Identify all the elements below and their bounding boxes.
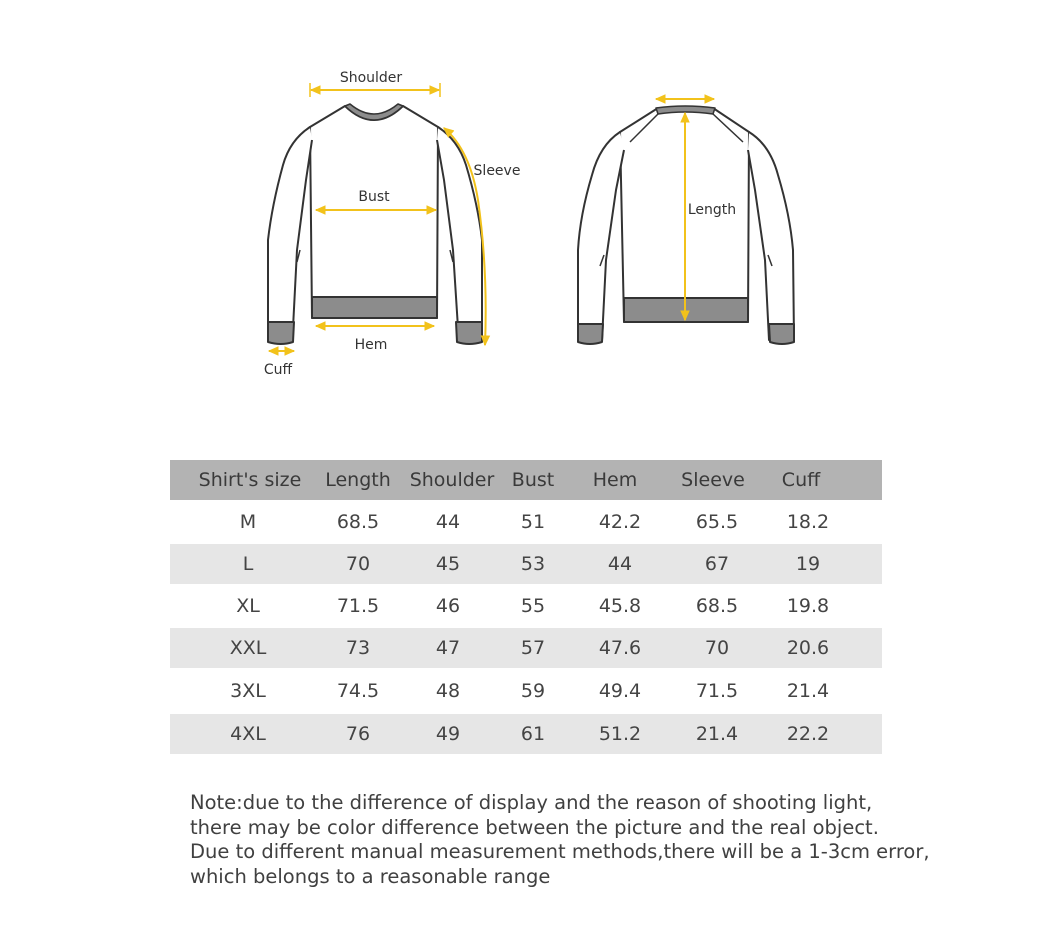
cell-shoulder: 49 (435, 723, 461, 745)
note-line: Due to different manual measurement methods,there will be a 1-3cm error, (190, 840, 930, 863)
cell-length: 73 (345, 637, 371, 659)
cell-cuff: 18.2 (786, 511, 830, 533)
bust-label: Bust (358, 189, 390, 205)
cell-cuff: 22.2 (786, 723, 830, 745)
cell-length: 76 (345, 723, 371, 745)
size-chart-table (170, 460, 882, 754)
cell-hem: 42.2 (598, 511, 642, 533)
cell-length: 70 (345, 553, 371, 575)
cell-sleeve: 70 (704, 637, 730, 659)
cell-size: L (242, 553, 254, 575)
table-row (170, 628, 882, 668)
cell-bust: 59 (520, 680, 546, 702)
size-diagrams (0, 0, 1050, 400)
cell-sleeve: 65.5 (695, 511, 739, 533)
cell-bust: 53 (520, 553, 546, 575)
front-sweatshirt-illustration (268, 104, 482, 344)
header-sleeve: Sleeve (681, 469, 745, 491)
cell-hem: 47.6 (598, 637, 642, 659)
cell-hem: 45.8 (598, 595, 642, 617)
cell-hem: 49.4 (598, 680, 642, 702)
cell-size: 3XL (230, 680, 266, 702)
cell-size: M (239, 511, 257, 533)
cell-bust: 51 (520, 511, 546, 533)
cell-size: XXL (229, 637, 267, 659)
cell-sleeve: 71.5 (695, 680, 739, 702)
cell-cuff: 19 (795, 553, 821, 575)
header-shoulder: Shoulder (409, 469, 495, 491)
header-shirt-size: Shirt's size (198, 469, 302, 491)
disclaimer-note (190, 791, 950, 889)
cell-cuff: 21.4 (786, 680, 830, 702)
table-row (170, 714, 882, 754)
table-header-row (170, 460, 882, 500)
cell-sleeve: 67 (704, 553, 730, 575)
sleeve-label: Sleeve (473, 163, 521, 179)
table-row (170, 584, 882, 628)
note-line: which belongs to a reasonable range (190, 864, 551, 888)
cell-length: 68.5 (336, 511, 380, 533)
cell-sleeve: 68.5 (695, 595, 739, 617)
header-hem: Hem (592, 469, 638, 491)
header-bust: Bust (511, 469, 555, 491)
cell-hem: 51.2 (598, 723, 642, 745)
cell-shoulder: 47 (435, 637, 461, 659)
header-length: Length (325, 469, 391, 491)
cell-cuff: 20.6 (786, 637, 830, 659)
cell-bust: 57 (520, 637, 546, 659)
cell-shoulder: 45 (435, 553, 461, 575)
cell-bust: 61 (520, 723, 546, 745)
cell-length: 71.5 (336, 595, 380, 617)
cell-cuff: 19.8 (786, 595, 830, 617)
note-line: there may be color difference between the picture and the real object. (190, 815, 879, 839)
shoulder-label: Shoulder (339, 70, 403, 86)
cell-length: 74.5 (336, 680, 380, 702)
header-cuff: Cuff (781, 469, 821, 491)
table-row (170, 668, 882, 714)
cell-size: XL (236, 595, 260, 617)
cell-shoulder: 46 (435, 595, 461, 617)
cell-shoulder: 44 (435, 511, 461, 533)
note-line: Note:due to the difference of display and the reason of shooting light, (190, 791, 873, 814)
length-label: Length (687, 202, 737, 218)
table-row (170, 544, 882, 584)
hem-label: Hem (354, 337, 388, 353)
cell-size: 4XL (230, 723, 266, 745)
cell-hem: 44 (607, 553, 633, 575)
cell-bust: 55 (520, 595, 546, 617)
cuff-label: Cuff (263, 362, 293, 378)
table-row (170, 500, 882, 544)
cell-sleeve: 21.4 (695, 723, 739, 745)
cell-shoulder: 48 (435, 680, 461, 702)
